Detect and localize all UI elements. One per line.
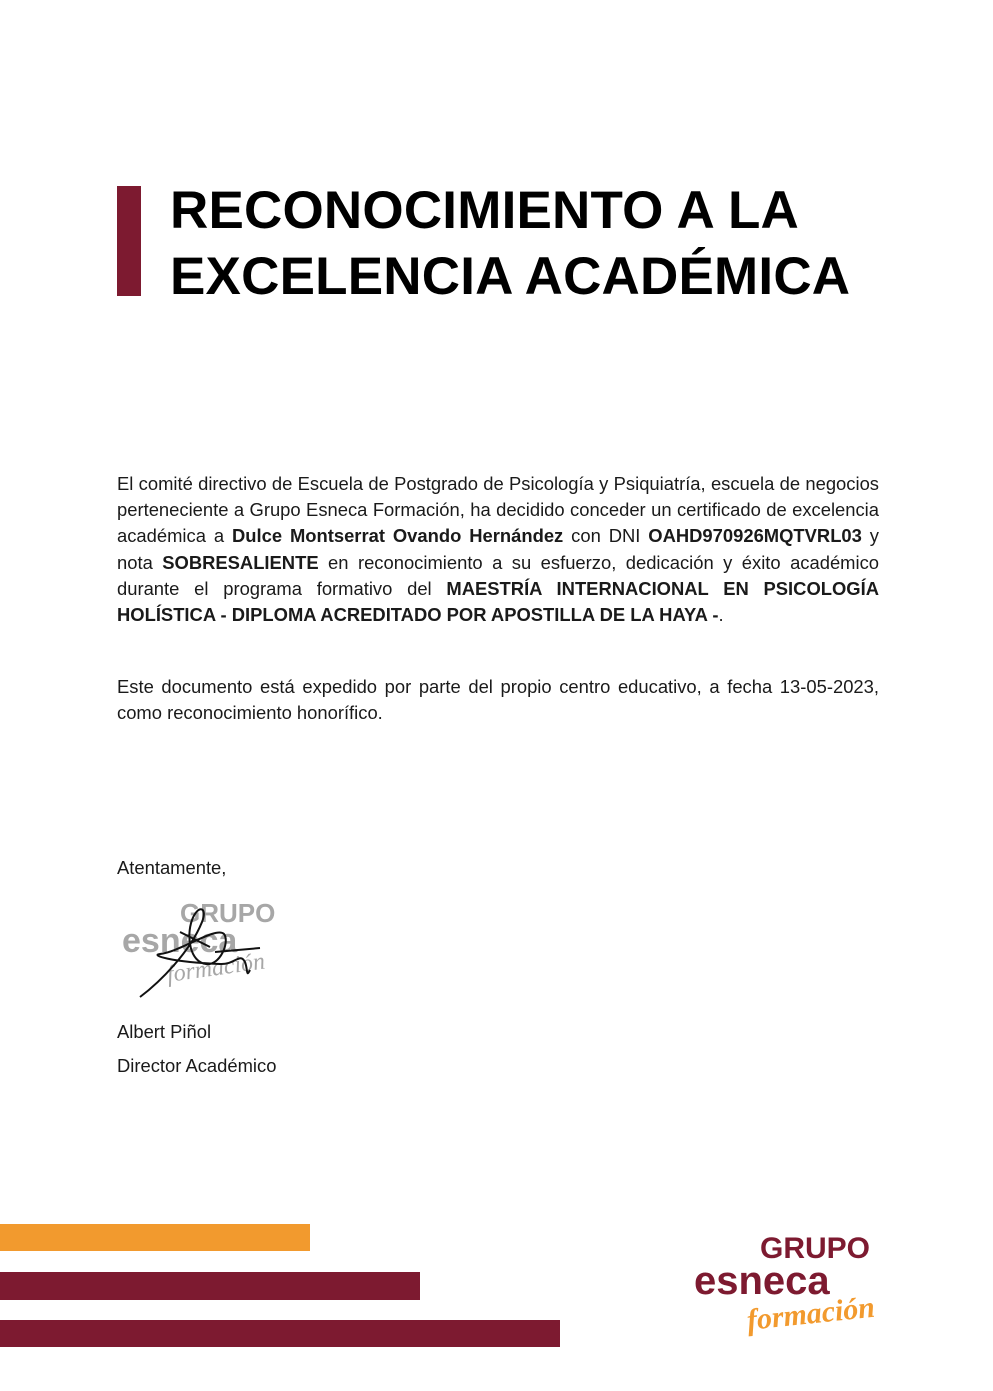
grade-value: SOBRESALIENTE <box>162 551 319 573</box>
title-accent-bar <box>117 186 141 296</box>
dni-value: OAHD970926MQTVRL03 <box>648 525 862 547</box>
paragraph-text-c: y nota <box>117 525 879 573</box>
logo-esneca-text: esneca <box>694 1259 830 1303</box>
paragraph-text-d: en reconocimiento a su esfuerzo, dedicación y éxito académico durante el programa formativo del <box>117 551 880 599</box>
logo-formacion-text: formación <box>745 1290 877 1337</box>
program-name: MAESTRÍA INTERNACIONAL EN PSICOLOGÍA HOLÍSTICA - DIPLOMA ACREDITADO POR APOSTILLA DE LA HAYA - <box>117 577 879 626</box>
grupo-esneca-logo <box>690 1222 890 1347</box>
paragraph-text-b: con DNI <box>563 525 649 547</box>
logo-grupo-text: GRUPO <box>760 1232 871 1265</box>
decorative-stripe-red-1 <box>0 1272 420 1300</box>
paragraph-text-e: . <box>718 604 724 626</box>
signer-role: Director Académico <box>117 1055 277 1076</box>
stamp-esneca-text: esneca <box>122 922 238 960</box>
decorative-stripe-orange <box>0 1224 310 1251</box>
signature-stamp <box>120 892 290 1002</box>
issuance-paragraph: Este documento está expedido por parte del propio centro educativo, a fecha 13-05-2023, como reconocimiento honorífico. <box>117 676 879 724</box>
closing-text: Atentamente, <box>117 857 227 878</box>
paragraph-text-a: El comité directivo de Escuela de Postgrado de Psicología y Psiquiatría, escuela de negocios perteneciente a Grupo Esneca Formación, ha decidido conceder un certificado de excelencia académica a <box>117 473 879 547</box>
title-line-1: RECONOCIMIENTO A LA <box>170 181 800 240</box>
signer-name: Albert Piñol <box>117 1021 212 1042</box>
recipient-name: Dulce Montserrat Ovando Hernández <box>231 525 564 547</box>
stamp-formacion-text: formación <box>165 948 267 988</box>
certificate-paragraph <box>117 471 879 628</box>
signer-block <box>117 1015 276 1083</box>
page-title <box>170 178 950 310</box>
title-line-2: EXCELENCIA ACADÉMICA <box>170 247 851 306</box>
stamp-grupo-text: GRUPO <box>180 898 276 928</box>
decorative-stripe-red-2 <box>0 1320 560 1347</box>
